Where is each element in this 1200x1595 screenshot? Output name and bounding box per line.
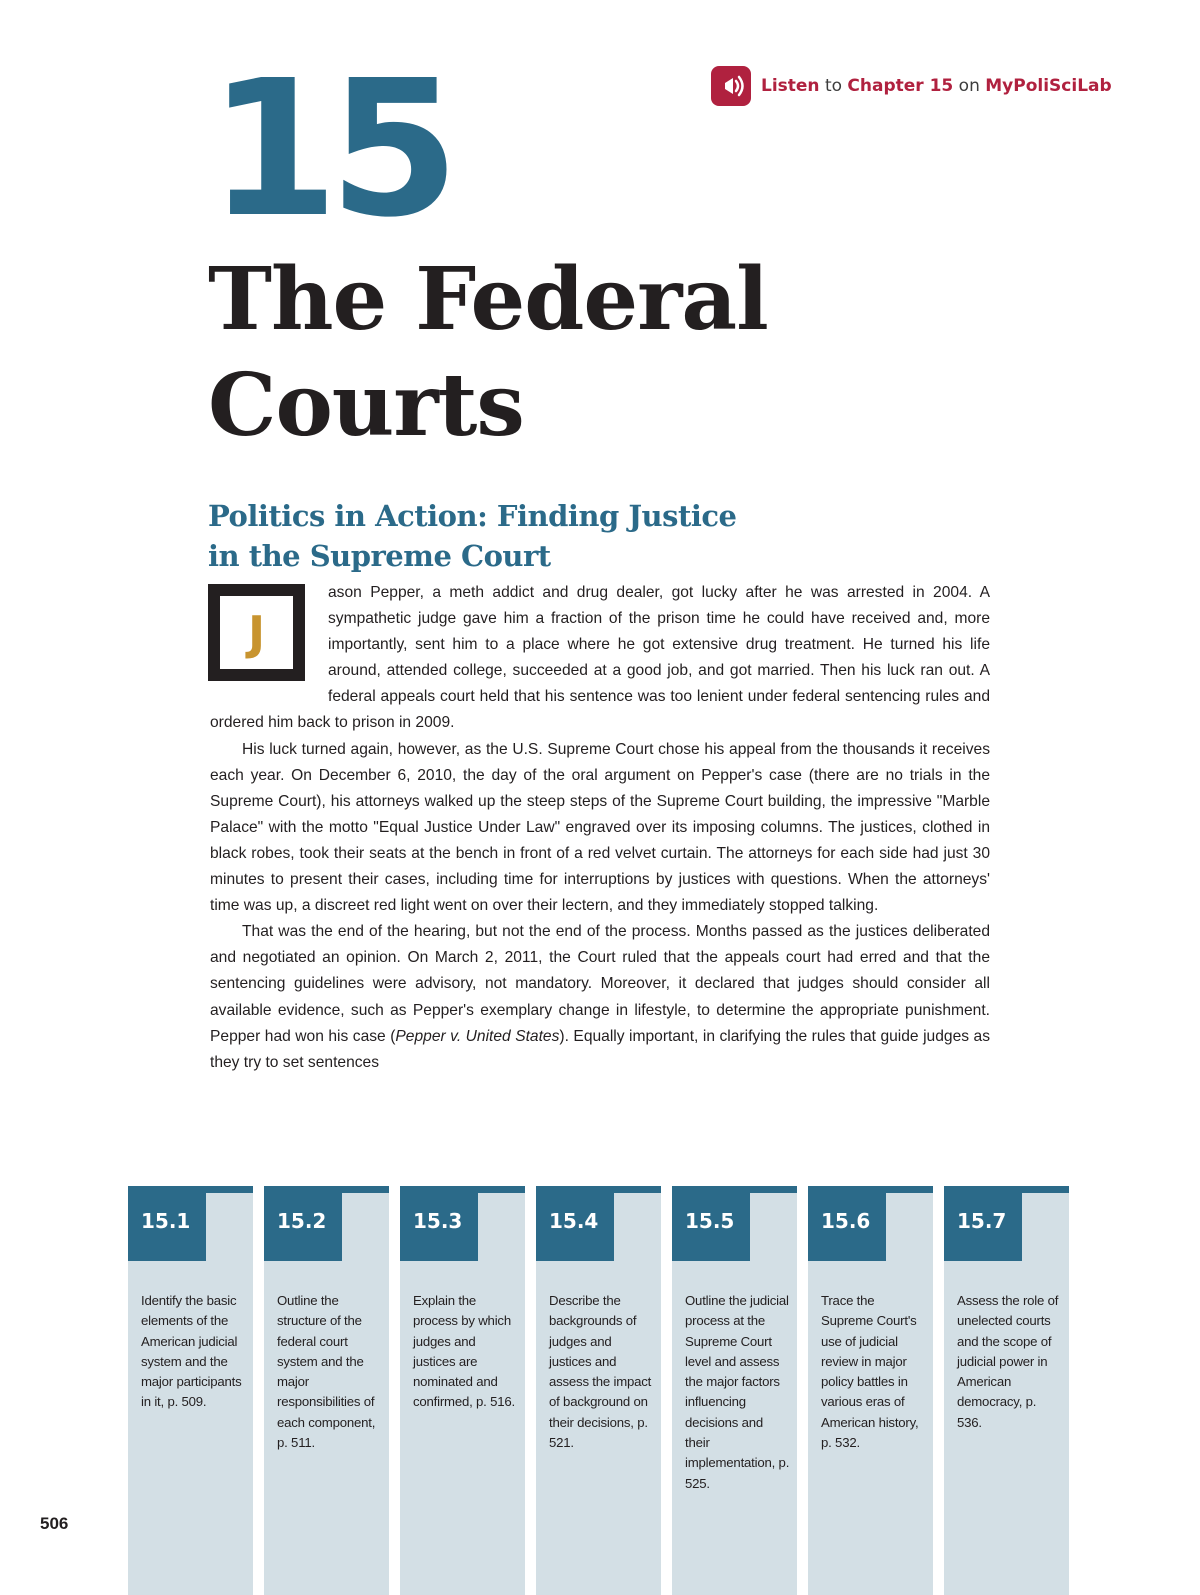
objective-card: [808, 1186, 933, 1595]
chapter-number: 15: [208, 40, 450, 259]
chapter-title: [208, 247, 768, 459]
objective-card: [536, 1186, 661, 1595]
objective-number: 15.6: [808, 1193, 886, 1261]
objective-card: [400, 1186, 525, 1595]
paragraph-3: [210, 919, 990, 1076]
chapter-title-line2: Courts: [208, 355, 524, 456]
objective-text: Outline the judicial process at the Supreme Court level and assess the major factors influencing decisions and their implementation, p. 525.: [685, 1293, 790, 1491]
objective-card: [672, 1186, 797, 1595]
listen-connector: to: [819, 76, 848, 96]
objective-card: [264, 1186, 389, 1595]
paragraph-1: [210, 580, 990, 737]
listen-chapter: Chapter 15: [847, 76, 954, 96]
paragraph-1-text: ason Pepper, a meth addict and drug dealer, got lucky after he was arrested in 2004. A sympathetic judge gave him a fraction of the prison time he could have received and, more importantly, sent him to a place where he got extensive drug treatment. He turned his life around, attended college, succeeded at a good job, and got married. Then his luck ran out. A federal appeals court held that his sentence was too lenient under federal sentencing rules and ordered him back to prison in 2009.: [210, 584, 990, 732]
paragraph-3-text-b: ). Equally important, in clarifying the rules that guide judges as they try to set sentences: [210, 1027, 990, 1071]
audio-listen-icon: [711, 66, 751, 106]
paragraph-2: His luck turned again, however, as the U.S. Supreme Court chose his appeal from the thousands it receives each year. On December 6, 2010, the day of the oral argument on Pepper's case (there are no trials in the Supreme Court), his attorneys walked up the steep steps of the Supreme Court building, the impressive "Marble Palace" with the motto "Equal Justice Under Law" engraved over its imposing columns. The justices, clothed in black robes, took their seats at the bench in front of a red velvet curtain. The attorneys for each side had just 30 minutes to present their cases, including time for interruptions by justices with questions. When the attorneys' time was up, a discreet red light went on over their lectern, and they immediately stopped talking.: [210, 740, 990, 915]
listen-site: MyPoliSciLab: [985, 76, 1112, 96]
body-text: [210, 580, 990, 1076]
listen-connector-on: on: [953, 76, 986, 96]
objective-text: Outline the structure of the federal court system and the major responsibilities of each component, p. 511.: [277, 1293, 376, 1451]
objective-number: 15.1: [128, 1193, 206, 1261]
objective-card: [128, 1186, 253, 1595]
listen-to-chapter-link[interactable]: [711, 66, 1112, 106]
paragraph-3-text-a: That was the end of the hearing, but not the end of the process. Months passed as the justices deliberated and negotiated an opinion. On March 2, 2011, the Court ruled that the appeals court had erred and that the sentencing guidelines were advisory, not mandatory. Moreover, it declared that judges should consider all available evidence, such as Pepper's exemplary change in lifestyle, to determine the appropriate punishment. Pepper had won his case (: [210, 923, 990, 1045]
objective-number: 15.2: [264, 1193, 342, 1261]
page-number: 506: [40, 1514, 69, 1533]
objective-card: [944, 1186, 1069, 1595]
drop-cap: J: [208, 584, 305, 681]
objective-text: Trace the Supreme Court's use of judicial review in major policy battles in various eras of American history, p. 532.: [821, 1293, 919, 1451]
objective-text: Describe the backgrounds of judges and justices and assess the impact of background on their decisions, p. 521.: [549, 1293, 652, 1451]
chapter-title-line1: The Federal: [208, 249, 768, 350]
objective-number: 15.5: [672, 1193, 750, 1261]
objective-text: Explain the process by which judges and justices are nominated and confirmed, p. 516.: [413, 1293, 515, 1410]
objective-number: 15.3: [400, 1193, 478, 1261]
case-name: Pepper v. United States: [395, 1027, 560, 1045]
objective-text: Identify the basic elements of the American judicial system and the major participants in it, p. 509.: [141, 1293, 242, 1410]
section-title-line1: Politics in Action: Finding Justice: [208, 499, 737, 533]
learning-objectives: [128, 1186, 1069, 1595]
objective-number: 15.4: [536, 1193, 614, 1261]
objective-text: Assess the role of unelected courts and the scope of judicial power in American democracy, p. 536.: [957, 1293, 1059, 1430]
objective-number: 15.7: [944, 1193, 1022, 1261]
section-title-line2: in the Supreme Court: [208, 539, 551, 573]
section-title: [208, 496, 737, 576]
listen-word: Listen: [761, 76, 820, 96]
